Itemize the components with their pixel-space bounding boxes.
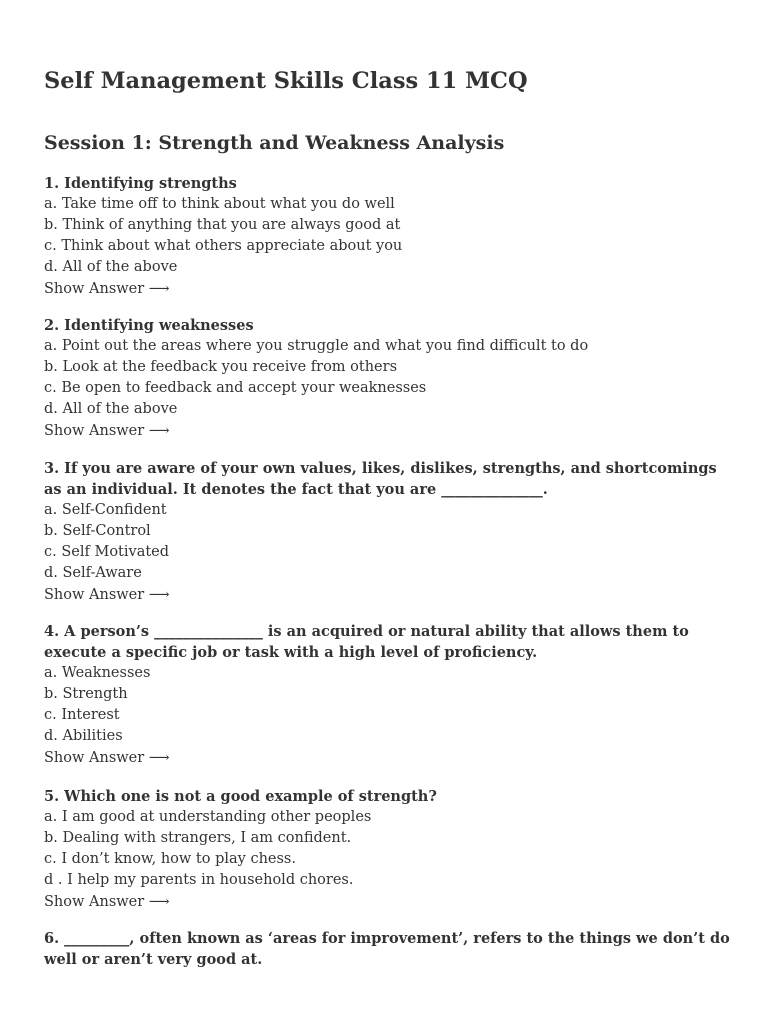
- question-5: [44, 786, 734, 913]
- question-text: 2. Identifying weaknesses: [44, 317, 254, 334]
- option-c: c. Interest: [44, 707, 120, 723]
- show-answer-link[interactable]: Show Answer ⟶: [44, 750, 170, 766]
- option-a: a. Self-Confident: [44, 502, 167, 518]
- option-a: a. I am good at understanding other peoples: [44, 809, 372, 825]
- option-a: a. Take time off to think about what you do well: [44, 196, 395, 212]
- option-b: b. Dealing with strangers, I am confident.: [44, 830, 352, 846]
- question-text: 5. Which one is not a good example of strength?: [44, 788, 437, 805]
- option-b: b. Self-Control: [44, 523, 151, 539]
- option-d: d. All of the above: [44, 259, 178, 275]
- show-answer-link[interactable]: Show Answer ⟶: [44, 423, 170, 439]
- show-answer-link[interactable]: Show Answer ⟶: [44, 587, 170, 603]
- question-6: [44, 928, 734, 970]
- option-b: b. Think of anything that you are always good at: [44, 217, 401, 233]
- option-c: c. Self Motivated: [44, 544, 170, 560]
- option-a: a. Weaknesses: [44, 665, 151, 681]
- show-answer-link[interactable]: Show Answer ⟶: [44, 894, 170, 910]
- question-1: [44, 173, 734, 300]
- question-text: 6. _________, often known as ‘areas for improvement’, refers to the things we don’t do well or aren’t very good at.: [44, 930, 730, 968]
- page-title: Self Management Skills Class 11 MCQ: [44, 68, 528, 94]
- option-d: d. Abilities: [44, 728, 123, 744]
- question-4: [44, 621, 734, 769]
- question-text: 4. A person’s _______________ is an acquired or natural ability that allows them to execute a specific job or task with a high level of proficiency.: [44, 623, 689, 661]
- option-d: d . I help my parents in household chores.: [44, 872, 354, 888]
- option-b: b. Look at the feedback you receive from others: [44, 359, 398, 375]
- question-text: 1. Identifying strengths: [44, 175, 237, 192]
- question-text: 3. If you are aware of your own values, likes, dislikes, strengths, and shortcomings as an individual. It denotes the fact that you are ______________.: [44, 460, 717, 498]
- option-a: a. Point out the areas where you struggle and what you find difficult to do: [44, 338, 589, 354]
- option-d: d. Self-Aware: [44, 565, 142, 581]
- show-answer-link[interactable]: Show Answer ⟶: [44, 281, 170, 297]
- session-heading: Session 1: Strength and Weakness Analysis: [44, 132, 505, 154]
- question-3: [44, 458, 734, 606]
- option-b: b. Strength: [44, 686, 128, 702]
- option-c: c. Think about what others appreciate about you: [44, 238, 403, 254]
- option-c: c. Be open to feedback and accept your weaknesses: [44, 380, 427, 396]
- option-d: d. All of the above: [44, 401, 178, 417]
- option-c: c. I don’t know, how to play chess.: [44, 851, 296, 867]
- question-2: [44, 315, 734, 442]
